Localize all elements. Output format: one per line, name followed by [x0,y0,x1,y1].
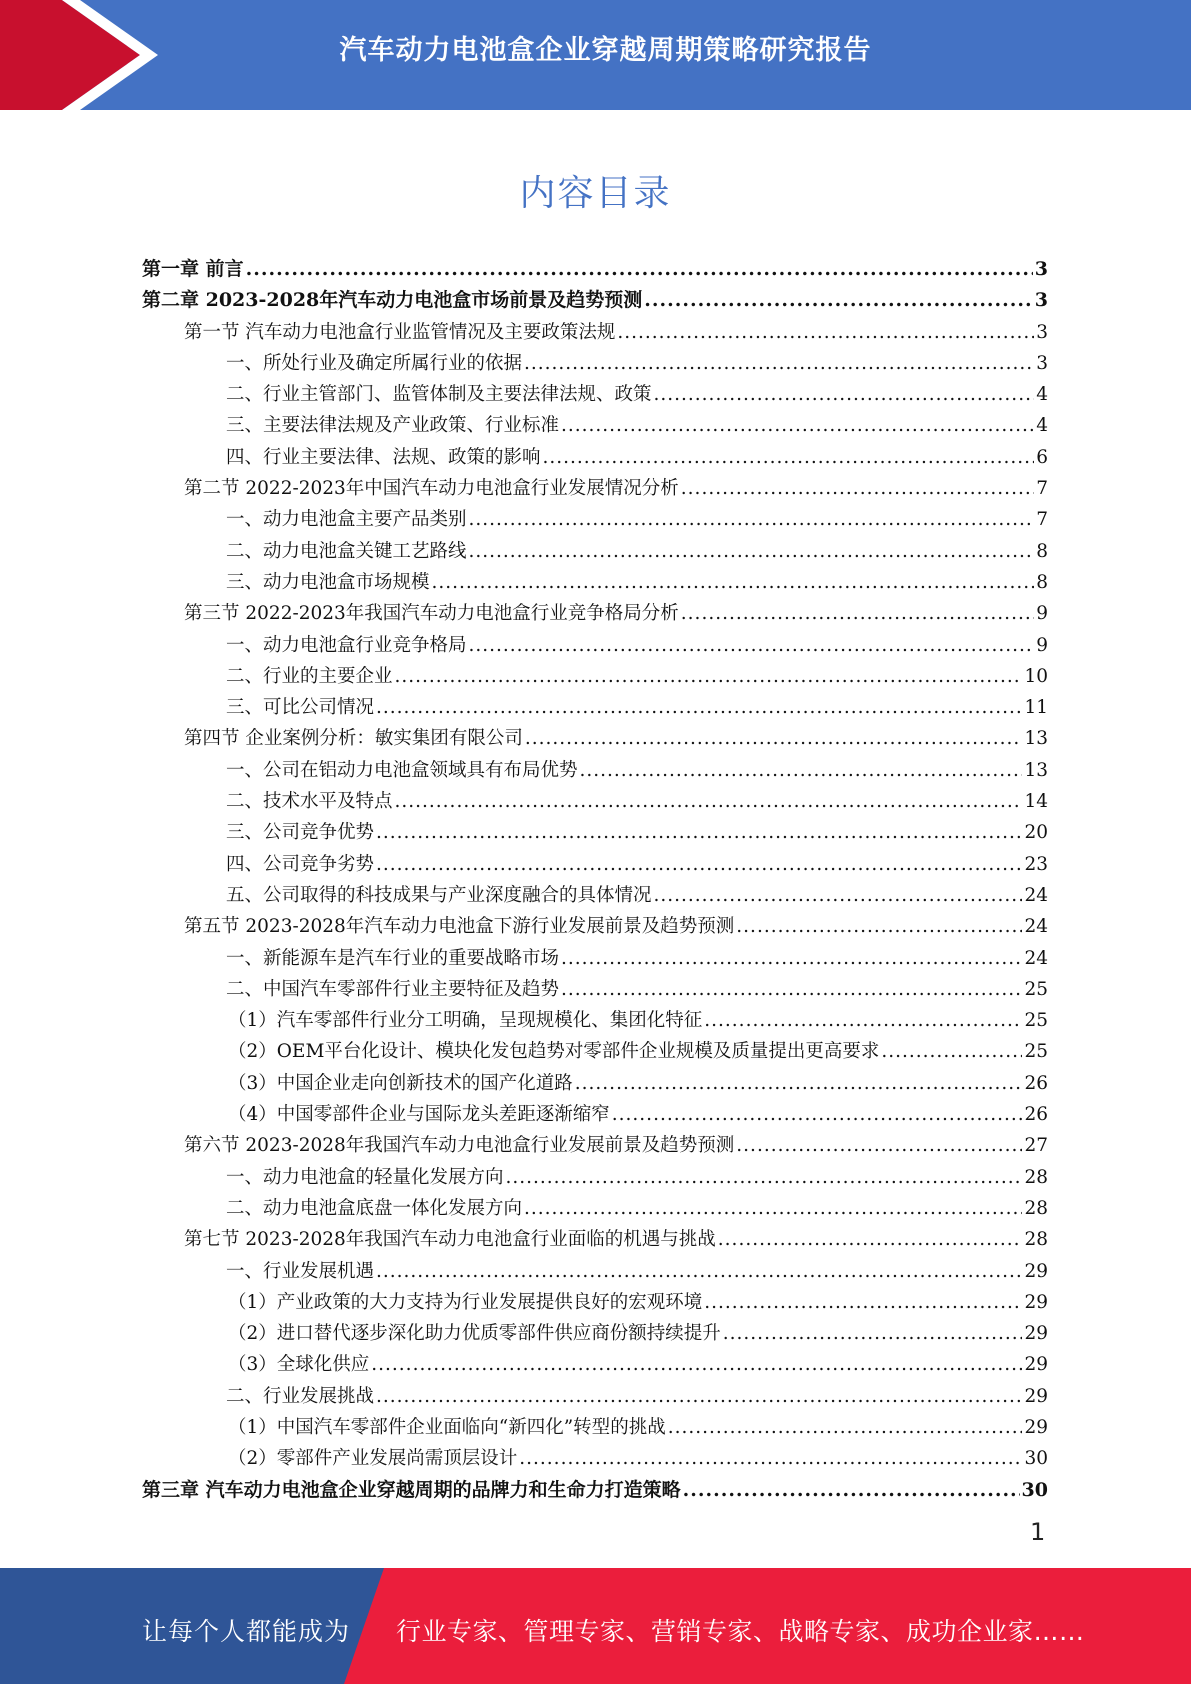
toc-leader-dots [612,1099,1023,1130]
toc-entry-title: 四、公司竞争劣势 [226,853,375,875]
toc-entry-title: （3）中国企业走向创新技术的国产化道路 [228,1072,573,1094]
toc-leader-dots [681,598,1034,629]
toc-entry[interactable] [142,504,1048,535]
toc-entry-page: 27 [1024,1135,1048,1157]
toc-entry[interactable] [142,473,1048,504]
toc-leader-dots [395,661,1023,692]
toc-entry[interactable] [142,285,1048,316]
toc-entry-page: 29 [1024,1416,1048,1438]
toc-leader-dots [506,1162,1023,1193]
toc-entry[interactable] [142,880,1048,911]
toc-leader-dots [371,1349,1022,1380]
toc-entry-title: （3）全球化供应 [228,1354,370,1376]
toc-entry[interactable] [142,1036,1048,1067]
toc-entry-title: （1）中国汽车零部件企业面临向“新四化”转型的挑战 [228,1416,666,1438]
toc-entry-page: 13 [1024,759,1048,781]
toc-entry-title: 一、行业发展机遇 [226,1260,375,1282]
toc-entry-title: （1）汽车零部件行业分工明确，呈现规模化、集团化特征 [228,1010,703,1032]
toc-entry[interactable] [142,1193,1048,1224]
toc-entry[interactable] [142,1224,1048,1255]
toc-entry-page: 3 [1034,258,1048,280]
toc-entry[interactable] [142,755,1048,786]
toc-entry[interactable] [142,692,1048,723]
toc-leader-dots [736,1130,1022,1161]
toc-entry-title: 二、行业的主要企业 [226,665,393,687]
toc-leader-dots [376,692,1022,723]
toc-entry-page: 7 [1036,478,1048,500]
toc-entry-page: 3 [1034,289,1048,312]
toc-entry-title: 第一章 前言 [142,258,244,280]
toc-entry[interactable] [142,1318,1048,1349]
toc-entry[interactable] [142,1443,1048,1474]
toc-entry-page: 4 [1036,415,1048,437]
toc-entry-title: 二、中国汽车零部件行业主要特征及趋势 [226,978,560,1000]
toc-entry-page: 6 [1036,446,1048,468]
toc-entry-title: 第二节 2022-2023年中国汽车动力电池盒行业发展情况分析 [184,478,679,500]
toc-entry[interactable] [142,1130,1048,1161]
toc-entry[interactable] [142,817,1048,848]
toc-leader-dots [376,849,1022,880]
toc-entry[interactable] [142,974,1048,1005]
toc-leader-dots [524,1193,1022,1224]
toc-entry-title: 二、技术水平及特点 [226,791,393,813]
toc-entry-page: 9 [1036,603,1048,625]
toc-leader-dots [681,473,1034,504]
toc-entry-page: 24 [1024,947,1048,969]
toc-entry-title: 一、动力电池盒的轻量化发展方向 [226,1166,504,1188]
toc-entry-page: 26 [1024,1104,1048,1126]
toc-leader-dots [543,442,1035,473]
toc-entry-page: 7 [1036,509,1048,531]
toc-entry-title: （2）进口替代逐步深化助力优质零部件供应商份额持续提升 [228,1323,721,1345]
toc-entry-page: 14 [1024,791,1048,813]
toc-entry-title: 第三章 汽车动力电池盒企业穿越周期的品牌力和生命力打造策略 [142,1478,681,1501]
toc-entry-page: 10 [1024,665,1048,687]
toc-leader-dots [469,504,1035,535]
toc-entry-page: 20 [1024,822,1048,844]
toc-entry-title: 一、公司在铝动力电池盒领域具有布局优势 [226,759,578,781]
toc-leader-dots [376,1256,1022,1287]
toc-entry[interactable] [142,598,1048,629]
toc-entry[interactable] [142,536,1048,567]
toc-entry-page: 30 [1024,1448,1048,1470]
toc-entry-title: 第五节 2023-2028年汽车动力电池盒下游行业发展前景及趋势预测 [184,916,735,938]
toc-entry-page: 8 [1036,571,1048,593]
toc-entry-page: 3 [1036,352,1048,374]
toc-entry[interactable] [142,410,1048,441]
toc-entry[interactable] [142,1349,1048,1380]
toc-entry-title: 第三节 2022-2023年我国汽车动力电池盒行业竞争格局分析 [184,603,679,625]
toc-entry-title: 二、行业主管部门、监管体制及主要法律法规、政策 [226,384,652,406]
toc-entry[interactable] [142,1162,1048,1193]
toc-entry[interactable] [142,911,1048,942]
toc-entry[interactable] [142,1256,1048,1287]
toc-leader-dots [723,1318,1023,1349]
toc-entry[interactable] [142,1287,1048,1318]
toc-entry-page: 13 [1024,728,1048,750]
page-footer [0,1568,1191,1684]
toc-entry-title: （2）OEM平台化设计、模块化发包趋势对零部件企业规模及质量提出更高要求 [228,1041,880,1063]
toc-entry-page: 25 [1024,1010,1048,1032]
toc-leader-dots [704,1287,1022,1318]
toc-entry-title: 三、主要法律法规及产业政策、行业标准 [226,415,560,437]
toc-leader-dots [561,974,1022,1005]
toc-entry-page: 24 [1024,884,1048,906]
toc-entry-title: 三、动力电池盒市场规模 [226,571,430,593]
toc-leader-dots [246,254,1033,285]
toc-entry[interactable] [142,661,1048,692]
table-of-contents [142,254,1048,1506]
toc-leader-dots [644,285,1033,316]
toc-leader-dots [718,1224,1023,1255]
toc-entry-title: （2）零部件产业发展尚需顶层设计 [228,1448,518,1470]
header-title: 汽车动力电池盒企业穿越周期策略研究报告 [339,35,872,66]
toc-entry-title: 第六节 2023-2028年我国汽车动力电池盒行业发展前景及趋势预测 [184,1135,735,1157]
toc-leader-dots [525,723,1023,754]
toc-entry[interactable] [142,348,1048,379]
toc-entry-title: 三、公司竞争优势 [226,822,375,844]
toc-leader-dots [580,755,1023,786]
toc-entry[interactable] [142,442,1048,473]
toc-entry[interactable] [142,254,1048,285]
toc-entry[interactable] [142,849,1048,880]
toc-entry-title: 二、动力电池盒关键工艺路线 [226,540,467,562]
toc-entry-page: 24 [1024,916,1048,938]
toc-leader-dots [704,1005,1022,1036]
toc-entry-title: 一、新能源车是汽车行业的重要战略市场 [226,947,560,969]
toc-leader-dots [561,410,1034,441]
footer-slogan-right: 行业专家、管理专家、营销专家、战略专家、成功企业家…… [396,1617,1085,1646]
toc-leader-dots [668,1412,1023,1443]
toc-entry-page: 29 [1024,1323,1048,1345]
toc-entry-page: 28 [1024,1166,1048,1188]
toc-entry[interactable] [142,1412,1048,1443]
toc-entry-page: 8 [1036,540,1048,562]
toc-entry-title: 三、可比公司情况 [226,697,375,719]
toc-entry-title: 一、动力电池盒主要产品类别 [226,509,467,531]
toc-entry-page: 29 [1024,1354,1048,1376]
toc-entry-page: 9 [1036,634,1048,656]
toc-entry-page: 29 [1024,1291,1048,1313]
toc-leader-dots [617,317,1034,348]
toc-entry-page: 28 [1024,1197,1048,1219]
toc-leader-dots [881,1036,1022,1067]
toc-entry-title: 一、动力电池盒行业竞争格局 [226,634,467,656]
toc-entry-page: 28 [1024,1229,1048,1251]
toc-entry[interactable] [142,1005,1048,1036]
toc-entry-title: 二、动力电池盒底盘一体化发展方向 [226,1197,523,1219]
toc-entry-page: 25 [1024,1041,1048,1063]
footer-slogan-left: 让每个人都能成为 [142,1617,351,1646]
toc-leader-dots [469,630,1035,661]
toc-leader-dots [683,1475,1020,1506]
toc-entry-page: 25 [1024,978,1048,1000]
toc-entry[interactable] [142,630,1048,661]
toc-entry-title: 第一节 汽车动力电池盒行业监管情况及主要政策法规 [184,321,616,343]
page-number: 1 [1030,1518,1046,1546]
toc-leader-dots [432,567,1035,598]
toc-entry[interactable] [142,1099,1048,1130]
toc-leader-dots [654,379,1035,410]
page-header [0,0,1191,110]
toc-entry[interactable] [142,379,1048,410]
toc-entry[interactable] [142,1475,1048,1506]
toc-entry-page: 23 [1024,853,1048,875]
toc-entry-page: 3 [1036,321,1048,343]
toc-entry-title: 一、所处行业及确定所属行业的依据 [226,352,523,374]
toc-entry[interactable] [142,1068,1048,1099]
toc-entry-title: 二、行业发展挑战 [226,1385,375,1407]
toc-leader-dots [519,1443,1022,1474]
toc-entry-title: （1）产业政策的大力支持为行业发展提供良好的宏观环境 [228,1291,703,1313]
toc-entry-page: 4 [1036,384,1048,406]
toc-entry[interactable] [142,567,1048,598]
toc-leader-dots [376,1381,1022,1412]
toc-entry[interactable] [142,786,1048,817]
toc-entry-page: 26 [1024,1072,1048,1094]
toc-title: 内容目录 [519,173,672,214]
toc-leader-dots [736,911,1022,942]
toc-leader-dots [376,817,1022,848]
toc-leader-dots [561,943,1022,974]
toc-entry-title: 第四节 企业案例分析：敏实集团有限公司 [184,728,523,750]
toc-entry-page: 30 [1021,1478,1048,1501]
toc-leader-dots [524,348,1034,379]
toc-entry[interactable] [142,723,1048,754]
toc-entry-page: 29 [1024,1260,1048,1282]
toc-leader-dots [575,1068,1023,1099]
toc-entry[interactable] [142,943,1048,974]
toc-leader-dots [654,880,1023,911]
toc-entry-title: 五、公司取得的科技成果与产业深度融合的具体情况 [226,884,652,906]
toc-entry[interactable] [142,1381,1048,1412]
toc-entry-page: 11 [1024,697,1048,719]
toc-entry-title: （4）中国零部件企业与国际龙头差距逐渐缩窄 [228,1104,610,1126]
toc-entry-title: 第二章 2023-2028年汽车动力电池盒市场前景及趋势预测 [142,289,643,312]
toc-leader-dots [469,536,1035,567]
toc-entry[interactable] [142,317,1048,348]
toc-entry-title: 第七节 2023-2028年我国汽车动力电池盒行业面临的机遇与挑战 [184,1229,716,1251]
toc-entry-page: 29 [1024,1385,1048,1407]
toc-entry-title: 四、行业主要法律、法规、政策的影响 [226,446,541,468]
toc-leader-dots [395,786,1023,817]
